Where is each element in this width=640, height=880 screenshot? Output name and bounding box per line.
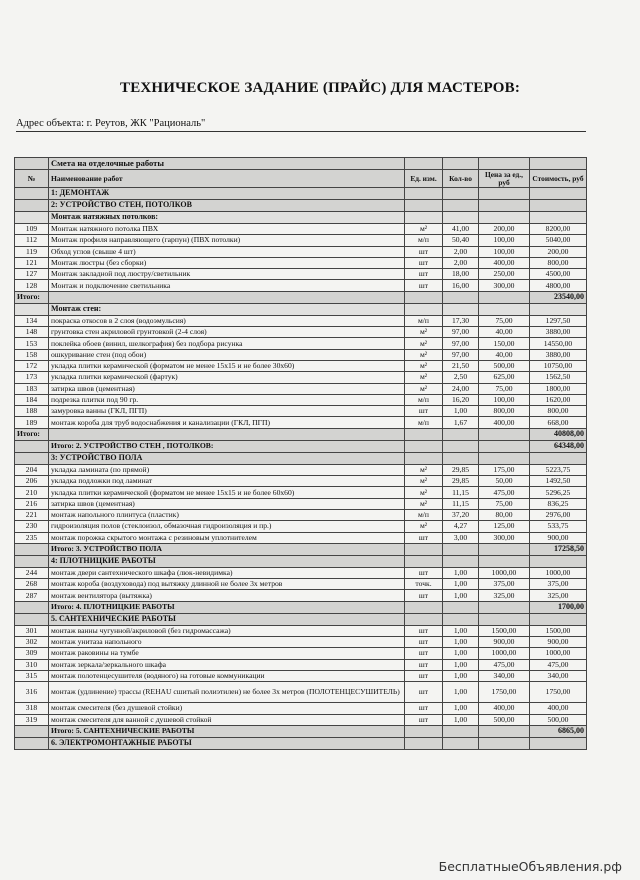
row-qty: 1,00 bbox=[443, 406, 479, 417]
row-num: 158 bbox=[15, 349, 49, 360]
row-unit: м² bbox=[405, 372, 443, 383]
row-name: укладка плитки керамической (фартук) bbox=[49, 372, 405, 383]
row-qty: 41,00 bbox=[443, 224, 479, 235]
row-num: 119 bbox=[15, 246, 49, 257]
table-row bbox=[15, 394, 587, 405]
row-unit: шт bbox=[405, 682, 443, 703]
site-watermark: БесплатныеОбъявления.рф bbox=[438, 859, 622, 874]
row-qty: 16,00 bbox=[443, 280, 479, 291]
row-cost: 10750,00 bbox=[530, 360, 587, 371]
row-name: затирка швов (цементная) bbox=[49, 383, 405, 394]
row-name: монтаж (удлинение) трассы (REHAU сшитый полиэтилен) не более 3х метров (ПОЛОТЕНЦЕСУШИТЕЛЬ) bbox=[49, 682, 405, 703]
row-unit: м² bbox=[405, 383, 443, 394]
section-title: 2: УСТРОЙСТВО СТЕН, ПОТОЛКОВ bbox=[49, 200, 405, 212]
row-num: 173 bbox=[15, 372, 49, 383]
row-num: 204 bbox=[15, 464, 49, 475]
section-title: 1: ДЕМОНТАЖ bbox=[49, 188, 405, 200]
row-unit: м² bbox=[405, 338, 443, 349]
table-row bbox=[15, 269, 587, 280]
row-name: поклейка обоев (винил, шелкография) без подбора рисунка bbox=[49, 338, 405, 349]
col-header-unit: Ед. изм. bbox=[405, 170, 443, 188]
row-name: Монтаж и подключение светильника bbox=[49, 280, 405, 291]
row-cost: 8200,00 bbox=[530, 224, 587, 235]
row-cost: 1297,50 bbox=[530, 315, 587, 326]
table-row bbox=[15, 625, 587, 636]
row-cost: 1562,50 bbox=[530, 372, 587, 383]
row-name: монтаж вентилятора (вытяжка) bbox=[49, 590, 405, 601]
table-row bbox=[15, 590, 587, 601]
row-price: 1000,00 bbox=[479, 648, 530, 659]
table-row bbox=[15, 567, 587, 578]
row-num: 148 bbox=[15, 327, 49, 338]
section-walls-ceilings bbox=[15, 200, 587, 212]
row-cost: 1750,00 bbox=[530, 682, 587, 703]
subsection-title: Монтаж натяжных потолков: bbox=[49, 212, 405, 224]
total-label: Итого: 2. УСТРОЙСТВО СТЕН , ПОТОЛКОВ: bbox=[49, 440, 405, 452]
row-num: 302 bbox=[15, 637, 49, 648]
row-num: 244 bbox=[15, 567, 49, 578]
row-price: 900,00 bbox=[479, 637, 530, 648]
row-qty: 24,00 bbox=[443, 383, 479, 394]
row-num: 153 bbox=[15, 338, 49, 349]
row-price: 340,00 bbox=[479, 670, 530, 681]
row-qty: 3,00 bbox=[443, 532, 479, 543]
row-cost: 1000,00 bbox=[530, 648, 587, 659]
row-price: 500,00 bbox=[479, 714, 530, 725]
row-num: 188 bbox=[15, 406, 49, 417]
row-cost: 1800,00 bbox=[530, 383, 587, 394]
row-qty: 1,00 bbox=[443, 567, 479, 578]
section-title: 4: ПЛОТНИЦКИЕ РАБОТЫ bbox=[49, 555, 405, 567]
section-demolition bbox=[15, 188, 587, 200]
row-qty: 2,50 bbox=[443, 372, 479, 383]
table-header-row bbox=[15, 170, 587, 188]
row-qty: 97,00 bbox=[443, 338, 479, 349]
total-value: 6865,00 bbox=[530, 725, 587, 737]
table-row bbox=[15, 714, 587, 725]
table-row bbox=[15, 246, 587, 257]
row-qty: 97,00 bbox=[443, 349, 479, 360]
table-header-title-row bbox=[15, 158, 587, 170]
row-cost: 533,75 bbox=[530, 521, 587, 532]
row-price: 1500,00 bbox=[479, 625, 530, 636]
row-name: затирка швов (цементная) bbox=[49, 498, 405, 509]
row-name: монтаж смесителя (без душевой стойки) bbox=[49, 703, 405, 714]
row-unit: м/п bbox=[405, 394, 443, 405]
row-cost: 14550,00 bbox=[530, 338, 587, 349]
row-unit: шт bbox=[405, 269, 443, 280]
row-unit: м² bbox=[405, 327, 443, 338]
row-price: 75,00 bbox=[479, 498, 530, 509]
row-num: 221 bbox=[15, 509, 49, 520]
table-row bbox=[15, 224, 587, 235]
row-price: 40,00 bbox=[479, 349, 530, 360]
total-label: Итого: 4. ПЛОТНИЦКИЕ РАБОТЫ bbox=[49, 601, 405, 613]
row-cost: 1500,00 bbox=[530, 625, 587, 636]
total-value: 1700,00 bbox=[530, 601, 587, 613]
row-price: 300,00 bbox=[479, 280, 530, 291]
row-qty: 18,00 bbox=[443, 269, 479, 280]
table-row bbox=[15, 464, 587, 475]
row-unit: точк. bbox=[405, 579, 443, 590]
col-header-price: Цена за ед., руб bbox=[479, 170, 530, 188]
row-name: укладка подложки под ламинат bbox=[49, 476, 405, 487]
col-header-name: Наименование работ bbox=[49, 170, 405, 188]
row-unit: м² bbox=[405, 476, 443, 487]
row-num: 189 bbox=[15, 417, 49, 428]
row-unit: м² bbox=[405, 224, 443, 235]
row-name: Монтаж натяжного потолка ПВХ bbox=[49, 224, 405, 235]
total-value: 17258,50 bbox=[530, 543, 587, 555]
table-row bbox=[15, 659, 587, 670]
row-unit: м² bbox=[405, 349, 443, 360]
table-row bbox=[15, 509, 587, 520]
row-unit: шт bbox=[405, 703, 443, 714]
row-qty: 29,85 bbox=[443, 464, 479, 475]
row-cost: 5223,75 bbox=[530, 464, 587, 475]
row-qty: 4,27 bbox=[443, 521, 479, 532]
table-row bbox=[15, 682, 587, 703]
row-qty: 1,00 bbox=[443, 714, 479, 725]
row-cost: 325,00 bbox=[530, 590, 587, 601]
row-cost: 500,00 bbox=[530, 714, 587, 725]
row-num: 183 bbox=[15, 383, 49, 394]
ceiling-total-row bbox=[15, 291, 587, 303]
row-num: 235 bbox=[15, 532, 49, 543]
row-cost: 1492,50 bbox=[530, 476, 587, 487]
row-name: Монтаж закладной под люстру/светильник bbox=[49, 269, 405, 280]
row-unit: шт bbox=[405, 406, 443, 417]
subsection-ceilings bbox=[15, 212, 587, 224]
row-cost: 800,00 bbox=[530, 406, 587, 417]
row-qty: 2,00 bbox=[443, 246, 479, 257]
section-title: 3: УСТРОЙСТВО ПОЛА bbox=[49, 452, 405, 464]
row-num: 216 bbox=[15, 498, 49, 509]
row-price: 200,00 bbox=[479, 224, 530, 235]
row-unit: шт bbox=[405, 590, 443, 601]
row-price: 250,00 bbox=[479, 269, 530, 280]
row-price: 375,00 bbox=[479, 579, 530, 590]
subsection-walls bbox=[15, 303, 587, 315]
table-row bbox=[15, 648, 587, 659]
row-name: монтаж напольного плинтуса (пластик) bbox=[49, 509, 405, 520]
row-cost: 4500,00 bbox=[530, 269, 587, 280]
row-cost: 3880,00 bbox=[530, 349, 587, 360]
row-qty: 29,85 bbox=[443, 476, 479, 487]
row-name: укладка плитки керамической (форматом не менее 15х15 и не более 30х60) bbox=[49, 360, 405, 371]
table-row bbox=[15, 670, 587, 681]
row-qty: 11,15 bbox=[443, 498, 479, 509]
row-cost: 668,00 bbox=[530, 417, 587, 428]
row-qty: 17,30 bbox=[443, 315, 479, 326]
row-cost: 4800,00 bbox=[530, 280, 587, 291]
row-name: монтаж смесителя для ванной с душевой стойкой bbox=[49, 714, 405, 725]
row-name: гидроизоляция полов (стеклоизол, обмазочная гидроизоляция и пр.) bbox=[49, 521, 405, 532]
row-price: 40,00 bbox=[479, 327, 530, 338]
col-header-qty: Кол-во bbox=[443, 170, 479, 188]
table-title: Смета на отделочные работы bbox=[49, 158, 405, 170]
row-unit: м/п bbox=[405, 235, 443, 246]
row-num: 230 bbox=[15, 521, 49, 532]
row-price: 300,00 bbox=[479, 532, 530, 543]
row-price: 325,00 bbox=[479, 590, 530, 601]
row-name: монтаж зеркала/зеркального шкафа bbox=[49, 659, 405, 670]
row-num: 172 bbox=[15, 360, 49, 371]
table-row bbox=[15, 637, 587, 648]
table-row bbox=[15, 280, 587, 291]
row-cost: 400,00 bbox=[530, 703, 587, 714]
row-qty: 1,00 bbox=[443, 590, 479, 601]
table-row bbox=[15, 349, 587, 360]
col-header-num: № bbox=[15, 170, 49, 188]
row-num: 134 bbox=[15, 315, 49, 326]
row-unit: м² bbox=[405, 464, 443, 475]
row-num: 127 bbox=[15, 269, 49, 280]
row-num: 112 bbox=[15, 235, 49, 246]
table-row bbox=[15, 327, 587, 338]
row-name: монтаж короба для труб водоснабжения и канализации (ГКЛ, ПГП) bbox=[49, 417, 405, 428]
section2-total-row bbox=[15, 440, 587, 452]
row-cost: 200,00 bbox=[530, 246, 587, 257]
row-price: 125,00 bbox=[479, 521, 530, 532]
row-num: 206 bbox=[15, 476, 49, 487]
table-row bbox=[15, 579, 587, 590]
row-unit: шт bbox=[405, 532, 443, 543]
row-qty: 1,00 bbox=[443, 648, 479, 659]
row-price: 75,00 bbox=[479, 383, 530, 394]
row-num: 319 bbox=[15, 714, 49, 725]
row-name: монтаж порожка скрытого монтажа с резиновым уплотнителем bbox=[49, 532, 405, 543]
row-unit: шт bbox=[405, 567, 443, 578]
col-header-cost: Стоимость, руб bbox=[530, 170, 587, 188]
section-floors bbox=[15, 452, 587, 464]
walls-total-row bbox=[15, 428, 587, 440]
row-cost: 475,00 bbox=[530, 659, 587, 670]
row-cost: 800,00 bbox=[530, 257, 587, 268]
row-name: укладка плитки керамической (форматом не менее 15х15 и не более 60х60) bbox=[49, 487, 405, 498]
total-value: 23540,00 bbox=[530, 291, 587, 303]
total-label: Итого: bbox=[15, 428, 49, 440]
row-cost: 340,00 bbox=[530, 670, 587, 681]
row-unit: шт bbox=[405, 625, 443, 636]
row-name: Обход углов (свыше 4 шт) bbox=[49, 246, 405, 257]
section-carpentry bbox=[15, 555, 587, 567]
row-name: ошкуривание стен (под обои) bbox=[49, 349, 405, 360]
row-qty: 16,20 bbox=[443, 394, 479, 405]
address-underline bbox=[16, 131, 586, 132]
row-price: 400,00 bbox=[479, 257, 530, 268]
row-cost: 1620,00 bbox=[530, 394, 587, 405]
row-num: 268 bbox=[15, 579, 49, 590]
row-name: Монтаж профиля направляющего (гарпун) (ПВХ потолки) bbox=[49, 235, 405, 246]
row-price: 100,00 bbox=[479, 235, 530, 246]
row-price: 475,00 bbox=[479, 487, 530, 498]
page-title: ТЕХНИЧЕСКОЕ ЗАДАНИЕ (ПРАЙС) ДЛЯ МАСТЕРОВ: bbox=[119, 80, 521, 96]
table-row bbox=[15, 372, 587, 383]
row-unit: м² bbox=[405, 360, 443, 371]
row-cost: 900,00 bbox=[530, 532, 587, 543]
row-qty: 1,00 bbox=[443, 637, 479, 648]
table-row bbox=[15, 235, 587, 246]
row-qty: 1,00 bbox=[443, 703, 479, 714]
table-row bbox=[15, 338, 587, 349]
table-row bbox=[15, 257, 587, 268]
table-row bbox=[15, 315, 587, 326]
section5-total-row bbox=[15, 725, 587, 737]
row-price: 100,00 bbox=[479, 246, 530, 257]
table-row bbox=[15, 498, 587, 509]
table-row bbox=[15, 406, 587, 417]
row-name: монтаж короба (воздуховода) под вытяжку длинной не более 3х метров bbox=[49, 579, 405, 590]
row-name: монтаж ванны чугунной/акриловой (без гидромассажа) bbox=[49, 625, 405, 636]
table-row bbox=[15, 703, 587, 714]
section-title: 5. САНТЕХНИЧЕСКИЕ РАБОТЫ bbox=[49, 613, 405, 625]
table-row bbox=[15, 360, 587, 371]
row-cost: 2976,00 bbox=[530, 509, 587, 520]
row-unit: шт bbox=[405, 648, 443, 659]
row-unit: шт bbox=[405, 670, 443, 681]
row-name: монтаж унитаза напольного bbox=[49, 637, 405, 648]
row-price: 75,00 bbox=[479, 315, 530, 326]
row-num: 316 bbox=[15, 682, 49, 703]
section3-total-row bbox=[15, 543, 587, 555]
row-price: 50,00 bbox=[479, 476, 530, 487]
row-unit: шт bbox=[405, 280, 443, 291]
row-qty: 2,00 bbox=[443, 257, 479, 268]
row-qty: 1,00 bbox=[443, 659, 479, 670]
row-qty: 97,00 bbox=[443, 327, 479, 338]
row-num: 301 bbox=[15, 625, 49, 636]
row-name: покраска откосов в 2 слоя (водоэмульсия) bbox=[49, 315, 405, 326]
row-price: 175,00 bbox=[479, 464, 530, 475]
row-num: 109 bbox=[15, 224, 49, 235]
row-name: монтаж двери сантехнического шкафа (люк-невидимка) bbox=[49, 567, 405, 578]
row-name: подрезка плитки под 90 гр. bbox=[49, 394, 405, 405]
total-label: Итого: 3. УСТРОЙСТВО ПОЛА bbox=[49, 543, 405, 555]
row-num: 128 bbox=[15, 280, 49, 291]
row-num: 184 bbox=[15, 394, 49, 405]
row-cost: 836,25 bbox=[530, 498, 587, 509]
table-row bbox=[15, 383, 587, 394]
table-row bbox=[15, 476, 587, 487]
row-price: 80,00 bbox=[479, 509, 530, 520]
row-num: 315 bbox=[15, 670, 49, 681]
row-num: 310 bbox=[15, 659, 49, 670]
total-label: Итого: bbox=[15, 291, 49, 303]
total-label: Итого: 5. САНТЕХНИЧЕСКИЕ РАБОТЫ bbox=[49, 725, 405, 737]
table-row bbox=[15, 487, 587, 498]
table-row bbox=[15, 417, 587, 428]
row-cost: 375,00 bbox=[530, 579, 587, 590]
row-name: монтаж раковины на тумбе bbox=[49, 648, 405, 659]
row-unit: м² bbox=[405, 498, 443, 509]
table-row bbox=[15, 521, 587, 532]
row-price: 625,00 bbox=[479, 372, 530, 383]
section4-total-row bbox=[15, 601, 587, 613]
subsection-title: Монтаж стен: bbox=[49, 303, 405, 315]
row-price: 400,00 bbox=[479, 703, 530, 714]
row-cost: 900,00 bbox=[530, 637, 587, 648]
row-unit: м² bbox=[405, 487, 443, 498]
row-num: 309 bbox=[15, 648, 49, 659]
row-price: 100,00 bbox=[479, 394, 530, 405]
row-name: грунтовка стен акриловой грунтовкой (2-4 слоя) bbox=[49, 327, 405, 338]
row-price: 1000,00 bbox=[479, 567, 530, 578]
row-cost: 1000,00 bbox=[530, 567, 587, 578]
row-price: 1750,00 bbox=[479, 682, 530, 703]
total-value: 40808,00 bbox=[530, 428, 587, 440]
row-qty: 1,67 bbox=[443, 417, 479, 428]
row-name: монтаж полотенцесушителя (водяного) на готовые коммуникации bbox=[49, 670, 405, 681]
section-plumbing bbox=[15, 613, 587, 625]
row-unit: шт bbox=[405, 257, 443, 268]
row-num: 210 bbox=[15, 487, 49, 498]
row-qty: 1,00 bbox=[443, 579, 479, 590]
row-unit: шт bbox=[405, 246, 443, 257]
section-electrical bbox=[15, 737, 587, 749]
row-qty: 37,20 bbox=[443, 509, 479, 520]
row-name: Монтаж люстры (без сборки) bbox=[49, 257, 405, 268]
row-unit: шт bbox=[405, 659, 443, 670]
row-price: 800,00 bbox=[479, 406, 530, 417]
row-cost: 3880,00 bbox=[530, 327, 587, 338]
row-name: укладка ламината (по прямой) bbox=[49, 464, 405, 475]
row-unit: м/п bbox=[405, 417, 443, 428]
table-row bbox=[15, 532, 587, 543]
estimate-table bbox=[14, 157, 587, 750]
row-num: 287 bbox=[15, 590, 49, 601]
row-qty: 1,00 bbox=[443, 670, 479, 681]
row-unit: шт bbox=[405, 637, 443, 648]
row-price: 500,00 bbox=[479, 360, 530, 371]
row-cost: 5040,00 bbox=[530, 235, 587, 246]
row-unit: м/п bbox=[405, 509, 443, 520]
section-title: 6. ЭЛЕКТРОМОНТАЖНЫЕ РАБОТЫ bbox=[49, 737, 405, 749]
row-unit: м² bbox=[405, 521, 443, 532]
row-price: 475,00 bbox=[479, 659, 530, 670]
total-value: 64348,00 bbox=[530, 440, 587, 452]
row-price: 150,00 bbox=[479, 338, 530, 349]
row-unit: м/п bbox=[405, 315, 443, 326]
object-address: Адрес объекта: г. Реутов, ЖК "Рациональ" bbox=[16, 118, 206, 129]
row-qty: 11,15 bbox=[443, 487, 479, 498]
row-qty: 21,50 bbox=[443, 360, 479, 371]
row-qty: 1,00 bbox=[443, 682, 479, 703]
row-num: 121 bbox=[15, 257, 49, 268]
row-qty: 1,00 bbox=[443, 625, 479, 636]
row-price: 400,00 bbox=[479, 417, 530, 428]
row-unit: шт bbox=[405, 714, 443, 725]
row-num: 318 bbox=[15, 703, 49, 714]
row-cost: 5296,25 bbox=[530, 487, 587, 498]
row-qty: 50,40 bbox=[443, 235, 479, 246]
row-name: замуровка ванны (ГКЛ, ПГП) bbox=[49, 406, 405, 417]
